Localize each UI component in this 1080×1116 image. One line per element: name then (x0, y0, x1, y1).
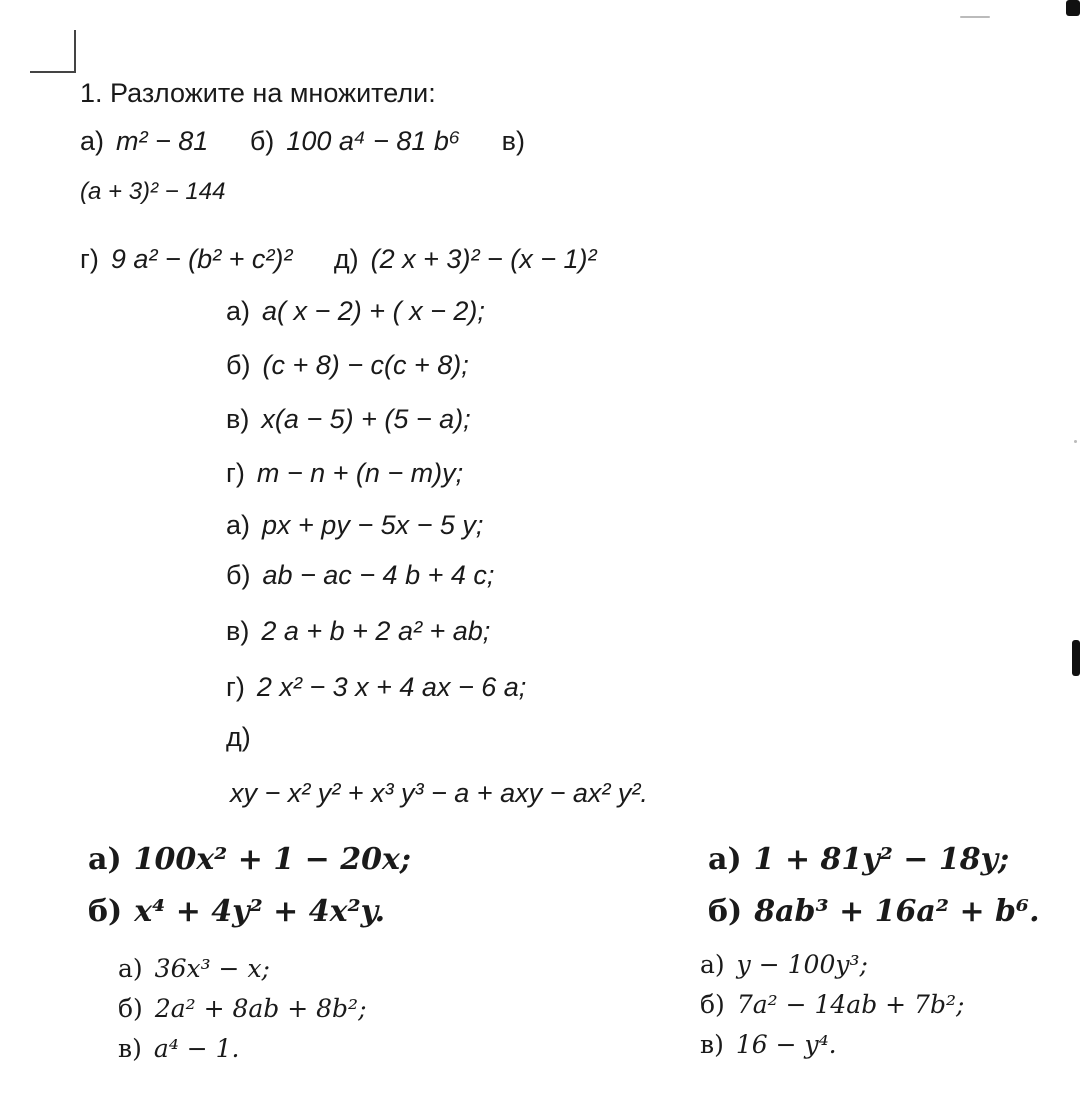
item-label: д) (226, 722, 251, 752)
scan-speck (1074, 440, 1077, 443)
item-label: г) (226, 458, 245, 488)
item-expression: 7a² − 14ab + 7b²; (736, 990, 965, 1019)
block2-item (226, 616, 490, 647)
item-label: б) (118, 994, 143, 1023)
item-expression: m − n + (n − m)y; (256, 458, 464, 488)
edge-shadow-top (1066, 0, 1080, 16)
item-label: г) (226, 672, 245, 702)
item-expression: a⁴ − 1. (153, 1034, 240, 1063)
item-label: в) (226, 616, 250, 646)
item-label: а) (118, 954, 143, 983)
item-expression: 16 − y⁴. (735, 1030, 837, 1059)
item-expression: (a + 3)² − 144 (80, 178, 226, 205)
item-expression: m² − 81 (116, 126, 209, 156)
item-expression: 2 x² − 3 x + 4 ax − 6 a; (256, 672, 527, 702)
block2-item (226, 458, 463, 489)
title-text: 1. Разложите на множители: (80, 78, 436, 108)
block3-right-item (708, 842, 1009, 877)
crop-mark-vertical (74, 30, 76, 72)
block2-item (226, 404, 471, 435)
item-expression: 36x³ − x; (154, 954, 270, 983)
block4-right-item (700, 990, 964, 1019)
crop-mark-horizontal (30, 71, 76, 73)
item-expression: ab − ac − 4 b + 4 c; (262, 560, 495, 590)
item-expression: 2 a + b + 2 a² + ab; (261, 616, 491, 646)
item-expression: x⁴ + 4y² + 4x²y. (134, 894, 386, 929)
block3-left-item (88, 842, 411, 877)
item-expression: 8ab³ + 16a² + b⁶. (754, 894, 1040, 929)
item-label: б) (226, 350, 251, 380)
block2-item-continuation (230, 778, 648, 809)
block2-item (226, 672, 526, 703)
item-label: а) (708, 842, 742, 877)
item-expression: (c + 8) − c(c + 8); (262, 350, 469, 380)
item-label: б) (708, 894, 743, 929)
item-label: в) (501, 126, 525, 156)
item-label: в) (226, 404, 250, 434)
block2-item (226, 722, 263, 753)
block4-right-item (700, 950, 868, 979)
item-expression: (2 x + 3)² − (x − 1)² (370, 244, 597, 274)
item-expression: 2a² + 8ab + 8b²; (154, 994, 367, 1023)
item-label: а) (80, 126, 105, 156)
item-label: б) (88, 894, 123, 929)
item-expression: 100x² + 1 − 20x; (133, 842, 411, 877)
item-expression: y − 100y³; (736, 950, 868, 979)
item-label: б) (700, 990, 725, 1019)
item-label: а) (700, 950, 725, 979)
block1-row1 (80, 126, 537, 157)
block2-item (226, 510, 483, 541)
block3-right-item (708, 894, 1040, 929)
block4-right-item (700, 1030, 837, 1059)
item-label: г) (80, 244, 99, 274)
item-label: а) (226, 296, 251, 326)
block4-left-item (118, 994, 367, 1023)
block2-item (226, 296, 485, 327)
edge-shadow-middle (1072, 640, 1080, 676)
item-label: в) (118, 1034, 142, 1063)
item-expression: 100 a⁴ − 81 b⁶ (286, 126, 461, 156)
item-label: д) (333, 244, 359, 274)
item-label: а) (226, 510, 251, 540)
item-expression: 1 + 81y² − 18y; (753, 842, 1010, 877)
item-label: в) (700, 1030, 724, 1059)
scan-speck (960, 16, 990, 18)
item-label: б) (226, 560, 251, 590)
item-expression: 9 a² − (b² + c²)² (110, 244, 293, 274)
block1-row1-continuation (80, 178, 225, 206)
block3-left-item (88, 894, 385, 929)
block4-left-item (118, 954, 270, 983)
item-expression: xy − x² y² + x³ y³ − a + axy − ax² y². (230, 778, 648, 808)
task-title (80, 78, 436, 109)
item-label: а) (88, 842, 122, 877)
item-expression: a( x − 2) + ( x − 2); (262, 296, 485, 326)
block4-left-item (118, 1034, 239, 1063)
block1-row2 (80, 244, 596, 275)
item-expression: x(a − 5) + (5 − a); (261, 404, 471, 434)
block2-item (226, 350, 469, 381)
item-label: б) (249, 126, 275, 156)
item-expression: px + py − 5x − 5 y; (262, 510, 484, 540)
block2-item (226, 560, 494, 591)
